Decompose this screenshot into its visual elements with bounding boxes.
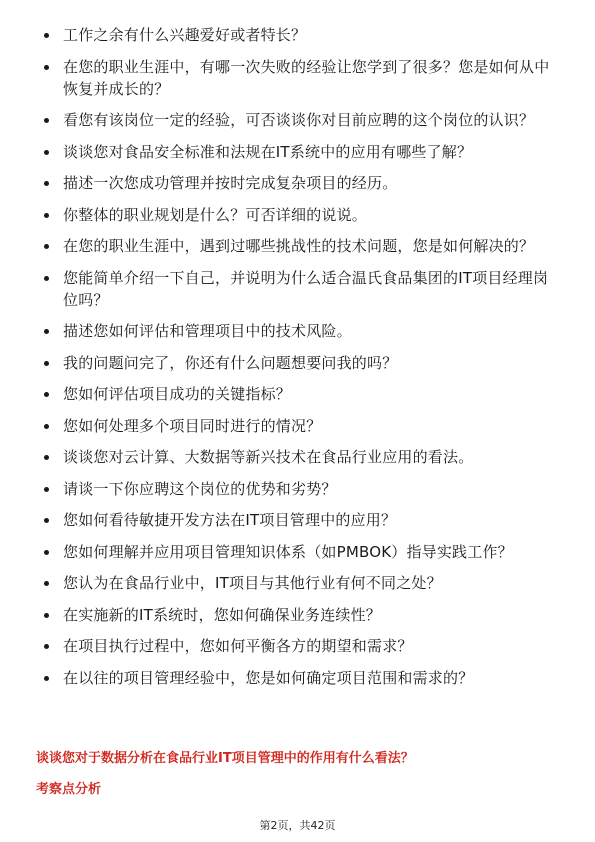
question-text: 描述您如何评估和管理项目中的技术风险。 — [63, 322, 352, 340]
question-text: 您如何看待敏捷开发方法在IT项目管理中的应用？ — [63, 511, 397, 529]
bullet-icon — [44, 487, 49, 492]
bullet-icon — [44, 150, 49, 155]
bullet-icon — [44, 392, 49, 397]
list-item — [44, 267, 556, 311]
bullet-icon — [44, 424, 49, 429]
question-text: 您如何评估项目成功的关键指标？ — [63, 385, 292, 403]
highlighted-question: 谈谈您对于数据分析在食品行业IT项目管理中的作用有什么看法？ — [36, 751, 414, 766]
bullet-icon — [44, 65, 49, 70]
list-item — [44, 509, 556, 531]
list-item — [44, 24, 556, 46]
bullet-icon — [44, 676, 49, 681]
question-text: 您能简单介绍一下自己，并说明为什么适合温氏食品集团的IT项目经理岗位吗？ — [63, 268, 549, 309]
question-text: 您如何理解并应用项目管理知识体系（如PMBOK）指导实践工作？ — [63, 542, 513, 561]
bullet-icon — [44, 613, 49, 618]
question-text: 看您有该岗位一定的经验，可否谈谈你对目前应聘的这个岗位的认识？ — [63, 111, 535, 129]
page-number: 第2页，共42页 — [259, 819, 336, 832]
question-text: 我的问题问完了，你还有什么问题想要问我的吗？ — [63, 353, 398, 372]
list-item — [44, 172, 556, 194]
question-text: 在以往的项目管理经验中，您是如何确定项目范围和需求的？ — [63, 668, 474, 687]
question-text: 在您的职业生涯中，遇到过哪些挑战性的技术问题，您是如何解决的？ — [63, 237, 535, 255]
question-text: 您认为在食品行业中，IT项目与其他行业有何不同之处？ — [63, 574, 442, 592]
list-item — [44, 383, 556, 405]
list-item — [44, 320, 556, 342]
list-item — [44, 604, 556, 626]
list-item — [44, 572, 556, 594]
question-text: 工作之余有什么兴趣爱好或者特长？ — [63, 26, 307, 44]
list-item — [44, 415, 556, 437]
list-item — [44, 667, 556, 689]
list-item — [44, 204, 556, 226]
bullet-icon — [44, 276, 49, 281]
bullet-icon — [44, 550, 49, 555]
section-label: 考察点分析 — [36, 782, 102, 797]
list-item — [44, 141, 556, 163]
list-item — [44, 541, 556, 563]
bullet-icon — [44, 361, 49, 366]
bullet-icon — [44, 244, 49, 249]
question-text: 在您的职业生涯中，有哪一次失败的经验让您学到了很多？您是如何从中恢复并成长的？ — [63, 57, 550, 98]
bullet-icon — [44, 329, 49, 334]
question-text: 你整体的职业规划是什么？可否详细的说说。 — [63, 205, 368, 224]
list-item — [44, 109, 556, 131]
question-text: 谈谈您对云计算、大数据等新兴技术在食品行业应用的看法。 — [63, 448, 474, 466]
question-text: 谈谈您对食品安全标准和法规在IT系统中的应用有哪些了解？ — [63, 142, 473, 161]
bullet-icon — [44, 213, 49, 218]
bullet-icon — [44, 455, 49, 460]
list-item — [44, 235, 556, 257]
question-text: 在实施新的IT系统时，您如何确保业务连续性？ — [63, 605, 381, 624]
question-text: 在项目执行过程中，您如何平衡各方的期望和需求？ — [63, 637, 413, 655]
bullet-icon — [44, 581, 49, 586]
bullet-icon — [44, 33, 49, 38]
bullet-icon — [44, 118, 49, 123]
question-list — [44, 24, 556, 698]
list-item — [44, 635, 556, 657]
question-text: 请谈一下你应聘这个岗位的优势和劣势？ — [63, 479, 337, 498]
list-item — [44, 478, 556, 500]
bullet-icon — [44, 181, 49, 186]
list-item — [44, 446, 556, 468]
question-text: 描述一次您成功管理并按时完成复杂项目的经历。 — [63, 174, 398, 192]
question-text: 您如何处理多个项目同时进行的情况？ — [63, 416, 322, 435]
list-item — [44, 352, 556, 374]
bullet-icon — [44, 644, 49, 649]
list-item — [44, 56, 556, 100]
bullet-icon — [44, 518, 49, 523]
